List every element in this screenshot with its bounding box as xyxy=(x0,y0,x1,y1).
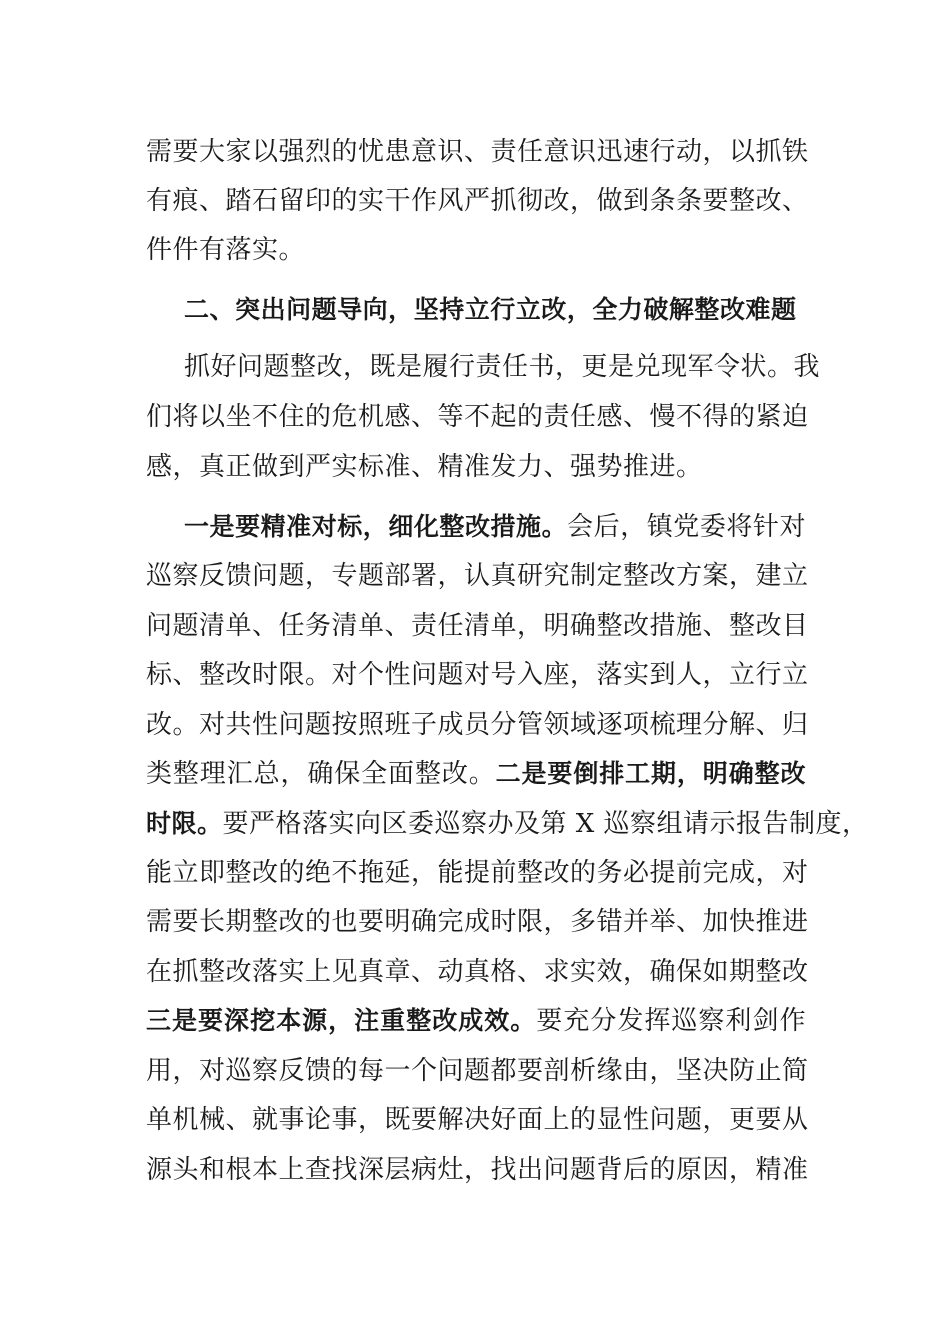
paragraph-text: 类整理汇总，确保全面整改。 xyxy=(146,759,496,789)
section-heading: 二、突出问题导向，坚持立行立改，全力破解整改难题 xyxy=(184,295,796,324)
paragraph-line: 问题清单、任务清单、责任清单，明确整改措施、整改目 xyxy=(146,611,809,641)
bold-lead-phrase: 三是要深挖本源，注重整改成效。 xyxy=(146,1006,537,1035)
paragraph-line: 有痕、踏石留印的实干作风严抓彻改，做到条条要整改、 xyxy=(146,186,809,216)
paragraph-line xyxy=(146,804,869,844)
paragraph-line xyxy=(146,1001,806,1041)
paragraph-line: 在抓整改落实上见真章、动真格、求实效，确保如期整改 xyxy=(146,957,809,987)
paragraph-line: 单机械、就事论事，既要解决好面上的显性问题，更要从 xyxy=(146,1105,809,1135)
paragraph-line: 能立即整改的绝不拖延，能提前整改的务必提前完成，对 xyxy=(146,858,809,888)
paragraph-line: 需要大家以强烈的忧患意识、责任意识迅速行动，以抓铁 xyxy=(146,137,809,167)
paragraph-line xyxy=(184,507,806,547)
paragraph-line: 抓好问题整改，既是履行责任书，更是兑现军令状。我 xyxy=(184,352,821,382)
paragraph-line xyxy=(146,754,806,794)
paragraph-line: 巡察反馈问题，专题部署，认真研究制定整改方案，建立 xyxy=(146,561,809,591)
paragraph-text: 要严格落实向区委巡察办及第 X 巡察组请示报告制度， xyxy=(222,809,869,839)
paragraph-line: 需要长期整改的也要明确完成时限，多错并举、加快推进 xyxy=(146,907,809,937)
paragraph-text: 会后，镇党委将针对 xyxy=(567,512,806,542)
bold-lead-phrase: 二是要倒排工期，明确整改 xyxy=(495,759,806,788)
paragraph-line: 改。对共性问题按照班子成员分管领域逐项梳理分解、归 xyxy=(146,710,809,740)
paragraph-line: 件件有落实。 xyxy=(146,235,306,265)
paragraph-line: 感，真正做到严实标准、精准发力、强势推进。 xyxy=(146,452,703,482)
bold-lead-phrase: 时限。 xyxy=(146,809,223,838)
paragraph-line: 标、整改时限。对个性问题对号入座，落实到人，立行立 xyxy=(146,660,809,690)
bold-lead-phrase: 一是要精准对标，细化整改措施。 xyxy=(184,512,568,541)
paragraph-line: 源头和根本上查找深层病灶，找出问题背后的原因，精准 xyxy=(146,1155,809,1185)
paragraph-line: 用，对巡察反馈的每一个问题都要剖析缘由，坚决防止简 xyxy=(146,1056,809,1086)
paragraph-line: 们将以坐不住的危机感、等不起的责任感、慢不得的紧迫 xyxy=(146,402,809,432)
paragraph-text: 要充分发挥巡察利剑作 xyxy=(536,1006,806,1036)
